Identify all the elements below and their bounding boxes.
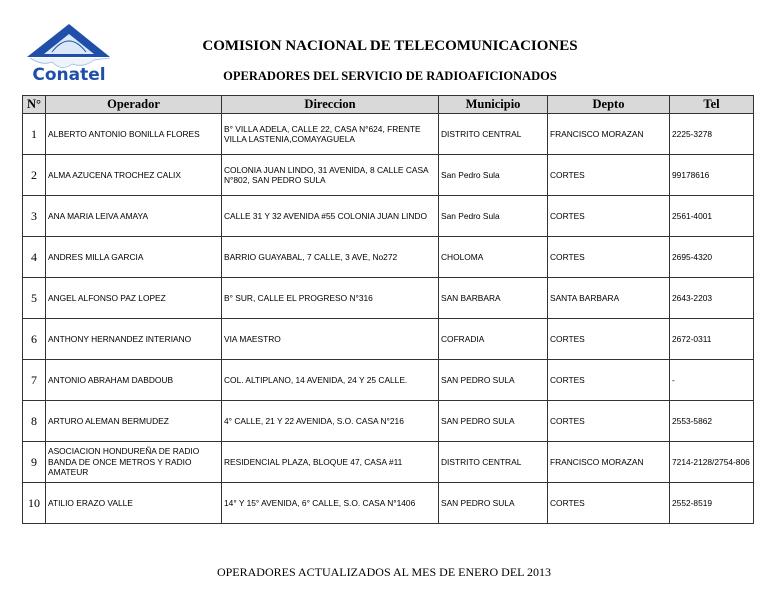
table-row — [23, 483, 754, 524]
table-row — [23, 401, 754, 442]
table-cell: SAN PEDRO SULA — [439, 401, 548, 442]
table-header — [23, 96, 754, 114]
table-cell: SAN PEDRO SULA — [439, 483, 548, 524]
table-row — [23, 278, 754, 319]
table-cell: COL. ALTIPLANO, 14 AVENIDA, 24 Y 25 CALLE. — [222, 360, 439, 401]
table-cell: CORTES — [548, 401, 670, 442]
table-cell: 99178616 — [670, 155, 754, 196]
table-cell: ARTURO ALEMAN BERMUDEZ — [46, 401, 222, 442]
table-cell: 7214-2128/2754-806 — [670, 442, 754, 483]
svg-text:Conatel: Conatel — [32, 65, 106, 84]
table-cell: 8 — [23, 401, 46, 442]
conatel-logo — [22, 22, 117, 84]
table-row — [23, 442, 754, 483]
table-cell: - — [670, 360, 754, 401]
table-cell: ASOCIACION HONDUREÑA DE RADIO BANDA DE ONCE METROS Y RADIO AMATEUR — [46, 442, 222, 483]
table-cell: DISTRITO CENTRAL — [439, 442, 548, 483]
table-cell: CORTES — [548, 483, 670, 524]
table-cell: CALLE 31 Y 32 AVENIDA #55 COLONIA JUAN LINDO — [222, 196, 439, 237]
table-cell: 2672-0311 — [670, 319, 754, 360]
table-cell: SAN BARBARA — [439, 278, 548, 319]
table-cell: RESIDENCIAL PLAZA, BLOQUE 47, CASA #11 — [222, 442, 439, 483]
table-cell: COLONIA JUAN LINDO, 31 AVENIDA, 8 CALLE CASA N°802, SAN PEDRO SULA — [222, 155, 439, 196]
footer-note: OPERADORES ACTUALIZADOS AL MES DE ENERO DEL 2013 — [216, 565, 552, 579]
table-cell: B° SUR, CALLE EL PROGRESO N°316 — [222, 278, 439, 319]
table-cell: COFRADIA — [439, 319, 548, 360]
table-cell: 2552-8519 — [670, 483, 754, 524]
table-row — [23, 319, 754, 360]
document-title: COMISION NACIONAL DE TELECOMUNICACIONES — [202, 38, 578, 54]
operators-table — [22, 95, 754, 524]
table-cell: ALMA AZUCENA TROCHEZ CALIX — [46, 155, 222, 196]
table-row — [23, 237, 754, 278]
table-row — [23, 360, 754, 401]
table-row — [23, 155, 754, 196]
column-header: Operador — [46, 96, 222, 114]
table-cell: CORTES — [548, 155, 670, 196]
table-cell: 3 — [23, 196, 46, 237]
column-header: Direccion — [222, 96, 439, 114]
table-cell: 2695-4320 — [670, 237, 754, 278]
table-cell: CHOLOMA — [439, 237, 548, 278]
table-cell: 2553-5862 — [670, 401, 754, 442]
table-row — [23, 114, 754, 155]
table-cell: 1 — [23, 114, 46, 155]
column-header: Tel — [670, 96, 754, 114]
table-cell: 4° CALLE, 21 Y 22 AVENIDA, S.O. CASA N°216 — [222, 401, 439, 442]
table-cell: ANGEL ALFONSO PAZ LOPEZ — [46, 278, 222, 319]
table-cell: ANA MARIA LEIVA AMAYA — [46, 196, 222, 237]
column-header: Depto — [548, 96, 670, 114]
table-cell: 2643-2203 — [670, 278, 754, 319]
table-cell: 2 — [23, 155, 46, 196]
table-cell: SAN PEDRO SULA — [439, 360, 548, 401]
table-cell: ATILIO ERAZO VALLE — [46, 483, 222, 524]
table-cell: CORTES — [548, 319, 670, 360]
table-cell: ANTHONY HERNANDEZ INTERIANO — [46, 319, 222, 360]
table-cell: ANTONIO ABRAHAM DABDOUB — [46, 360, 222, 401]
table-cell: B° VILLA ADELA, CALLE 22, CASA N°624, FRENTE VILLA LASTENIA,COMAYAGUELA — [222, 114, 439, 155]
table-cell: 9 — [23, 442, 46, 483]
table-cell: ANDRES MILLA GARCIA — [46, 237, 222, 278]
column-header: Municipio — [439, 96, 548, 114]
table-cell: 2225-3278 — [670, 114, 754, 155]
table-cell: FRANCISCO MORAZAN — [548, 114, 670, 155]
table-cell: 14° Y 15° AVENIDA, 6° CALLE, S.O. CASA N°1406 — [222, 483, 439, 524]
table-cell: CORTES — [548, 360, 670, 401]
table-cell: 7 — [23, 360, 46, 401]
table-cell: 2561-4001 — [670, 196, 754, 237]
table-cell: BARRIO GUAYABAL, 7 CALLE, 3 AVE, No272 — [222, 237, 439, 278]
table-cell: CORTES — [548, 237, 670, 278]
table-cell: San Pedro Sula — [439, 155, 548, 196]
table-cell: 10 — [23, 483, 46, 524]
table-cell: 6 — [23, 319, 46, 360]
document-subtitle: OPERADORES DEL SERVICIO DE RADIOAFICIONADOS — [223, 69, 557, 83]
table-cell: VIA MAESTRO — [222, 319, 439, 360]
column-header: N° — [23, 96, 46, 114]
table-cell: ALBERTO ANTONIO BONILLA FLORES — [46, 114, 222, 155]
table-cell: FRANCISCO MORAZAN — [548, 442, 670, 483]
table-cell: 5 — [23, 278, 46, 319]
table-cell: San Pedro Sula — [439, 196, 548, 237]
table-row — [23, 196, 754, 237]
table-cell: SANTA BARBARA — [548, 278, 670, 319]
table-cell: CORTES — [548, 196, 670, 237]
table-cell: 4 — [23, 237, 46, 278]
table-cell: DISTRITO CENTRAL — [439, 114, 548, 155]
